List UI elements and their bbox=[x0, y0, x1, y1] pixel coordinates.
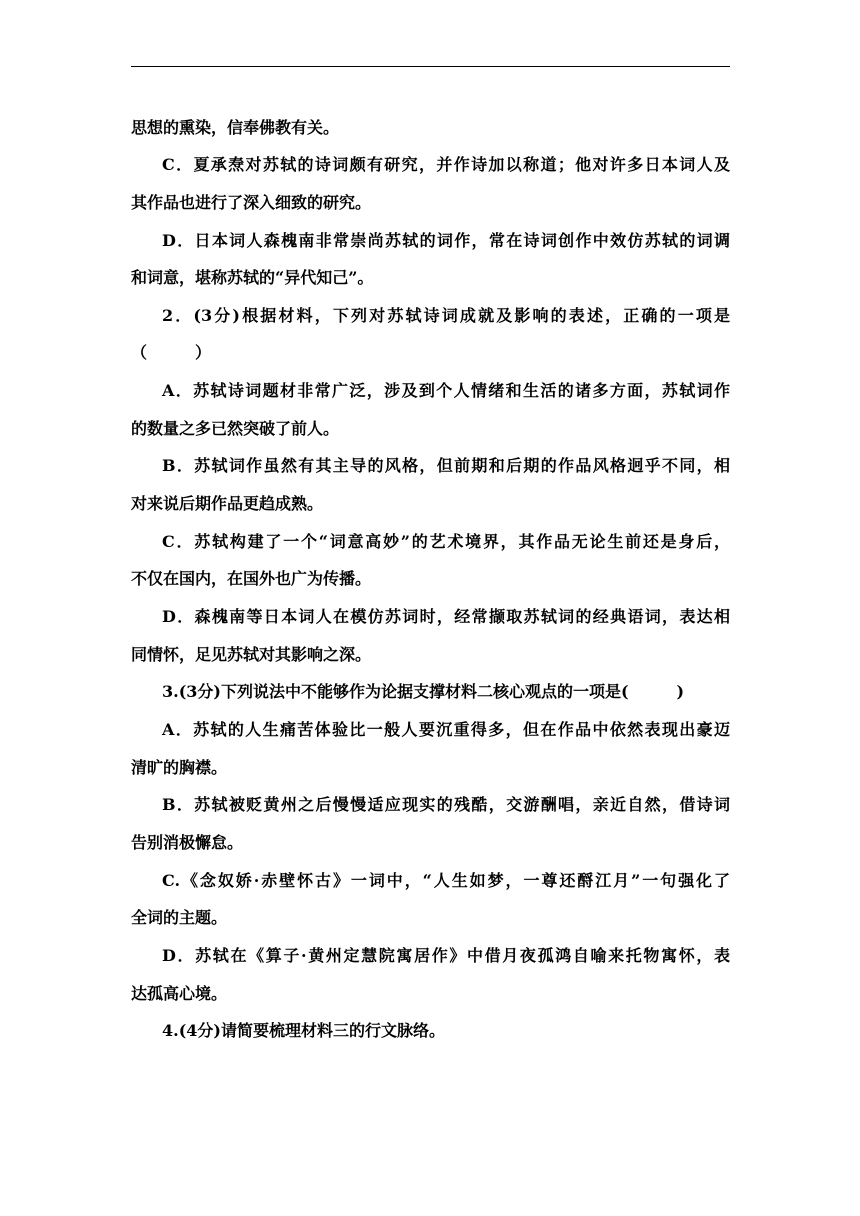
option-d-line: D．日本词人森槐南非常崇尚苏轼的词作，常在诗词创作中效仿苏轼的词调 bbox=[162, 231, 730, 250]
question-2-line: 2．(3分)根据材料，下列对苏轼诗词成就及影响的表述，正确的一项是 bbox=[162, 306, 730, 325]
question-4-line: 4.(4分)请简要梳理材料三的行文脉络。 bbox=[162, 1021, 445, 1040]
text-line: 的数量之多已然突破了前人。 bbox=[131, 419, 340, 438]
text-line: 清旷的胸襟。 bbox=[131, 758, 228, 777]
text-line: 全词的主题。 bbox=[131, 908, 228, 927]
header-rule bbox=[131, 66, 730, 67]
option-b-line: B．苏轼词作虽然有其主导的风格，但前期和后期的作品风格迥乎不同，相 bbox=[162, 456, 730, 475]
answer-blank: （ ） bbox=[131, 343, 212, 362]
text-line: 对来说后期作品更趋成熟。 bbox=[131, 494, 324, 513]
text-line: 其作品也进行了深入细致的研究。 bbox=[131, 193, 372, 212]
option-c-line: C．苏轼构建了一个“词意高妙”的艺术境界，其作品无论生前还是身后， bbox=[162, 532, 730, 551]
option-d-line: D．森槐南等日本词人在模仿苏词时，经常撷取苏轼词的经典语词，表达相 bbox=[162, 607, 730, 626]
option-c-line: C．夏承焘对苏轼的诗词颇有研究，并作诗加以称道；他对许多日本词人及 bbox=[162, 155, 730, 174]
text-line: 达孤高心境。 bbox=[131, 984, 228, 1003]
text-line: 不仅在国内，在国外也广为传播。 bbox=[131, 569, 372, 588]
text-line: 告别消极懈怠。 bbox=[131, 833, 244, 852]
option-c-line: C.《念奴娇·赤壁怀古》一词中，“人生如梦，一尊还酹江月”一句强化了 bbox=[162, 871, 730, 890]
option-a-line: A．苏轼诗词题材非常广泛，涉及到个人情绪和生活的诸多方面，苏轼词作 bbox=[162, 381, 730, 400]
option-a-line: A．苏轼的人生痛苦体验比一般人要沉重得多，但在作品中依然表现出豪迈 bbox=[162, 720, 730, 739]
text-line: 和词意，堪称苏轼的“异代知己”。 bbox=[131, 268, 374, 287]
option-d-line: D．苏轼在《算子·黄州定慧院寓居作》中借月夜孤鸿自喻来托物寓怀，表 bbox=[162, 946, 730, 965]
text-line: 思想的熏染，信奉佛教有关。 bbox=[131, 118, 340, 137]
question-3-line: 3.(3分)下列说法中不能够作为论据支撑材料二核心观点的一项是( ) bbox=[162, 682, 685, 701]
option-b-line: B．苏轼被贬黄州之后慢慢适应现实的残酷，交游酬唱，亲近自然，借诗词 bbox=[162, 795, 730, 814]
text-line: 同情怀，足见苏轼对其影响之深。 bbox=[131, 645, 372, 664]
